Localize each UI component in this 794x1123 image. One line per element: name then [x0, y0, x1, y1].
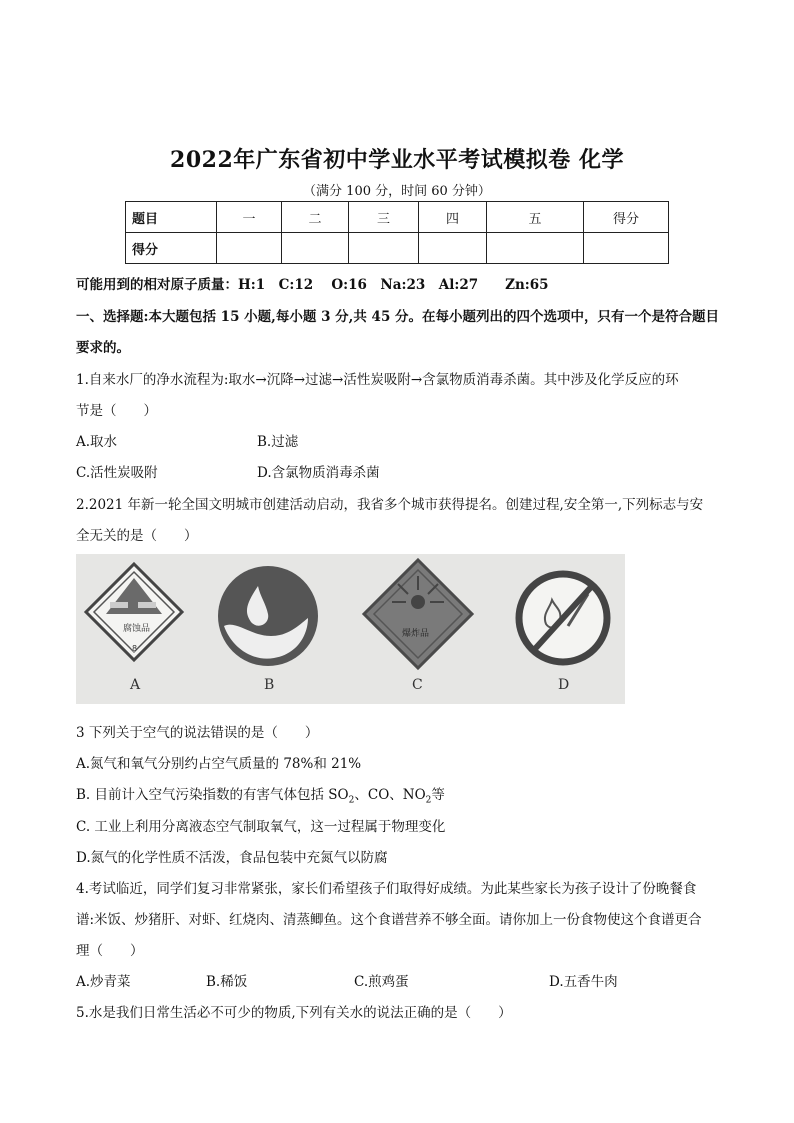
score-cell: 得分	[584, 202, 669, 233]
score-cell: 五	[487, 202, 584, 233]
score-cell: 一	[217, 202, 282, 233]
score-blank[interactable]	[349, 233, 419, 264]
score-cell: 题目	[126, 202, 217, 233]
q3-option-b-text: 等	[431, 787, 445, 803]
section-heading: 一、选择题:本大题包括 15 小题,每小题 3 分,共 45 分。在每小题列出的四个选项中，只有一个是符合题目	[76, 309, 720, 325]
q3-option-d: D.氮气的化学性质不活泼，食品包装中充氮气以防腐	[76, 850, 388, 866]
question-1-stem: 1.自来水厂的净水流程为:取水→沉降→过滤→活性炭吸附→含氯物质消毒杀菌。其中涉及化学反应的环	[76, 372, 679, 388]
q1-option-c: C.活性炭吸附	[76, 465, 158, 481]
sign-label-b: B	[264, 677, 275, 693]
sign-a-text: 腐蚀品	[123, 624, 151, 634]
sign-c-text: 爆炸品	[402, 629, 430, 639]
sign-label-c: C	[412, 677, 423, 693]
sign-a-number: 8	[132, 644, 138, 653]
atomic-masses: 可能用到的相对原子质量：H:1 C:12 O:16 Na:23 Al:27 Zn:65	[76, 277, 549, 293]
question-2-stem-cont: 全无关的是（ ）	[76, 528, 198, 544]
question-5-stem: 5.水是我们日常生活必不可少的物质,下列有关水的说法正确的是（ ）	[76, 1005, 512, 1021]
question-4-stem-cont: 谱:米饭、炒猪肝、对虾、红烧肉、清蒸鲫鱼。这个食谱营养不够全面。请你加上一份食物使这个食谱更合	[76, 912, 702, 928]
subscript: 2	[348, 795, 355, 806]
safety-signs-figure	[76, 554, 625, 704]
score-blank[interactable]	[419, 233, 487, 264]
score-cell: 四	[419, 202, 487, 233]
q4-option-d: D.五香牛肉	[549, 974, 618, 990]
question-4-stem-cont: 理（ ）	[76, 943, 144, 959]
sign-label-a: A	[130, 677, 141, 693]
question-3-stem: 3 下列关于空气的说法错误的是（ ）	[76, 725, 319, 741]
q1-option-d: D.含氯物质消毒杀菌	[257, 465, 380, 481]
score-table-header-row	[126, 202, 669, 233]
score-cell: 三	[349, 202, 419, 233]
q3-option-b-text: 、CO、NO	[354, 787, 426, 803]
subscript: 2	[425, 795, 432, 806]
q3-option-a: A.氮气和氧气分别约占空气质量的 78%和 21%	[76, 756, 362, 772]
sign-label-d: D	[558, 677, 570, 693]
q4-option-a: A.炒青菜	[76, 974, 131, 990]
question-4-stem: 4.考试临近，同学们复习非常紧张，家长们希望孩子们取得好成绩。为此某些家长为孩子设计了份晚餐食	[76, 881, 697, 897]
q3-option-b-text: B. 目前计入空气污染指数的有害气体包括 SO	[76, 787, 349, 803]
page-title: 2022年广东省初中学业水平考试模拟卷 化学	[170, 147, 624, 173]
score-cell: 得分	[126, 233, 217, 264]
explosive-sign-icon	[364, 560, 472, 668]
score-blank[interactable]	[584, 233, 669, 264]
score-blank[interactable]	[217, 233, 282, 264]
q1-option-a: A.取水	[76, 434, 118, 450]
q4-option-b: B.稀饭	[206, 974, 248, 990]
score-blank[interactable]	[487, 233, 584, 264]
exam-info: （满分 100 分，时间 60 分钟）	[303, 184, 491, 199]
score-table	[125, 201, 669, 264]
score-blank[interactable]	[282, 233, 349, 264]
score-table-score-row	[126, 233, 669, 264]
q3-option-b	[76, 783, 726, 806]
water-saving-sign-icon	[218, 566, 318, 666]
q3-option-c: C. 工业上利用分离液态空气制取氧气，这一过程属于物理变化	[76, 819, 446, 835]
no-fire-sign-icon	[519, 574, 607, 662]
section-heading-cont: 要求的。	[76, 340, 130, 356]
question-1-stem-cont: 节是（ ）	[76, 403, 157, 419]
score-cell: 二	[282, 202, 349, 233]
q1-option-b: B.过滤	[257, 434, 299, 450]
question-2-stem: 2.2021 年新一轮全国文明城市创建活动启动，我省多个城市获得提名。创建过程,安全第一,下列标志与安	[76, 497, 704, 513]
q4-option-c: C.煎鸡蛋	[354, 974, 409, 990]
